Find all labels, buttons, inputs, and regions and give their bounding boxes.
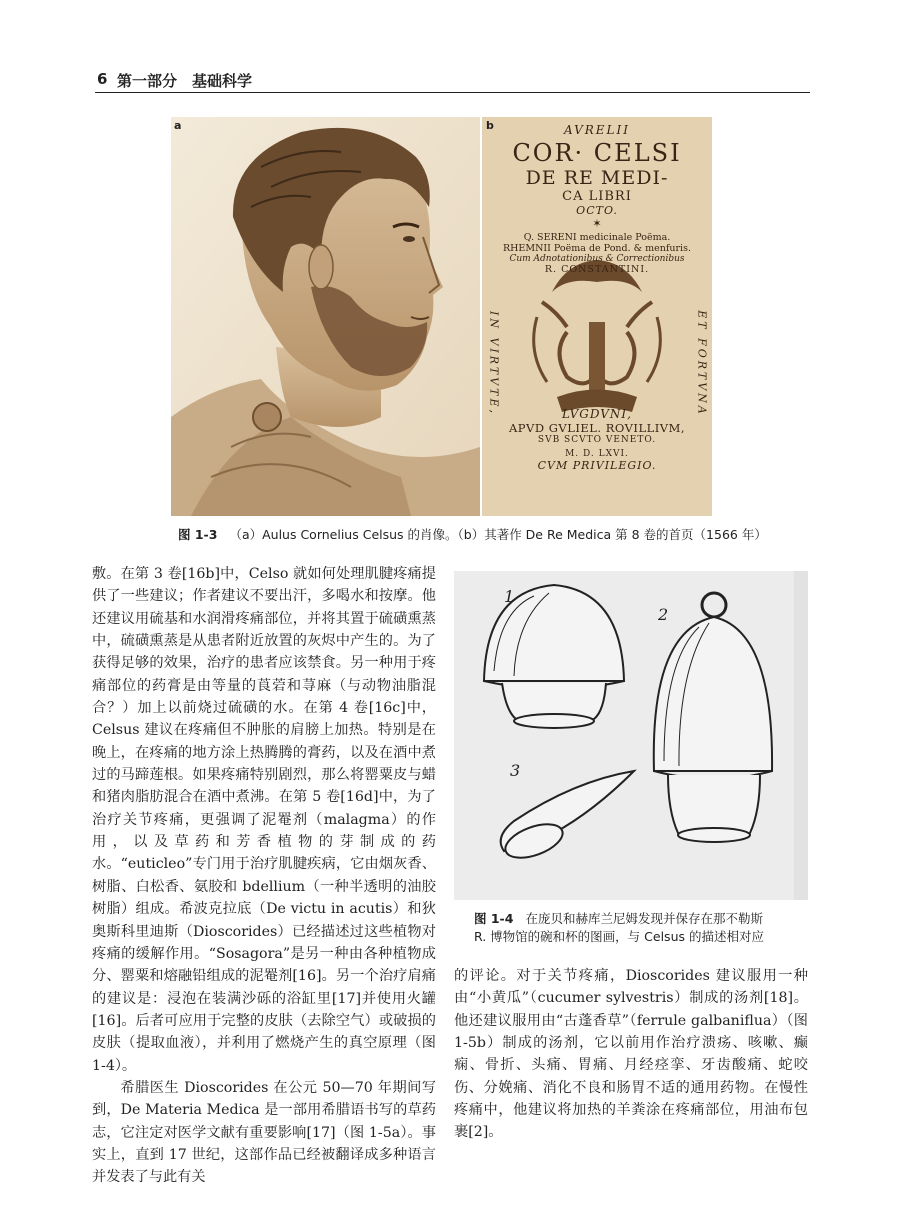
portrait-engraving (171, 117, 480, 516)
figure-1-4-caption-line-2: R. 博物馆的碗和杯的图画，与 Celsus 的描述相对应 (474, 929, 764, 945)
title-line-5: OCTO. (576, 204, 618, 217)
paragraph-3: 的评论。对于关节疼痛，Dioscorides 建议服用一种由“小黄瓜”（cucumer sylvestris）制成的汤剂[18]。他还建议服用由“古蓬香草”（ferrule galbaniflua）（图 1-5b）制成的汤剂，它以前用作治疗溃疡、咳嗽、癫痫、骨折、头痛、胃痛、月经痉挛、牙齿酸痛、蛇咬伤、分娩痛、消化不良和肠胃不适的通用药物。在慢性疼痛中，他建议将加热的羊粪涂在疼痛部位，用油布包裹[2]。 (454, 968, 808, 1141)
figure-1-4-label: 图 1-4 (474, 911, 514, 926)
figure-1-4-caption-line-1: 在庞贝和赫库兰尼姆发现并保存在那不勒斯 (525, 911, 763, 926)
cups-illustration (454, 571, 808, 900)
cup-number-3: 3 (510, 761, 521, 780)
figure-1-4-caption (474, 910, 808, 946)
right-column (454, 965, 808, 1144)
title-line-6: Q. SERENI medicinale Poëma. (523, 232, 671, 243)
cups-drawing (454, 571, 808, 900)
figure-1-3-caption (178, 526, 778, 544)
title-line-9: R. CONSTANTINI. (544, 264, 650, 275)
motto-right: ET FORTVNA (695, 310, 709, 417)
title-line-8: Cum Adnotationibus & Correctionibus (509, 254, 685, 264)
de-re-medica-title-page (482, 117, 712, 516)
figure-1-3-caption-text: （a）Aulus Cornelius Celsus 的肖像。（b）其著作 De Re Medica 第 8 卷的首页（1566 年） (229, 527, 767, 542)
section-title: 第一部分 基础科学 (117, 72, 253, 90)
title-line-11: APVD GVLIEL. ROVILLIVM, (508, 421, 686, 435)
title-page-text: AVRELII COR· CELSI DE RE MEDI- CA LIBRI OCTO. ✶ Q. SERENI medicinale Poëma. RHEMNII Poëma de Pond. & menfuris. Cum Adnotationibus & Correctionibus R. CONSTANTINI. (482, 123, 712, 275)
running-header (95, 68, 810, 93)
title-line-4: CA LIBRI (562, 189, 632, 204)
title-line-7: RHEMNII Poëma de Pond. & menfuris. (502, 243, 691, 254)
figure-1-3-label: 图 1-3 (178, 527, 218, 542)
title-line-13: M. D. LXVI. (565, 449, 629, 459)
title-line-1: AVRELII (564, 123, 630, 137)
title-line-3: DE RE MEDI- (525, 167, 669, 189)
paragraph-2: 希腊医生 Dioscorides 在公元 50—70 年期间写到，De Materia Medica 是一部用希腊语书写的草药志，它注定对医学文献有重要影响[17]（图 1-5a）。事实上，直到 17 世纪，这部作品已经被翻译成多种语言并发表了与此有关 (92, 1079, 436, 1186)
celsus-portrait (171, 117, 480, 516)
title-line-10: LVGDVNI, (562, 407, 632, 421)
title-line-14: CVM PRIVILEGIO. (537, 459, 657, 472)
title-line-2: COR· CELSI (512, 139, 682, 167)
cup-number-2: 2 (658, 605, 669, 624)
title-line-12: SVB SCVTO VENETO. (537, 435, 657, 445)
page-number: 6 (97, 70, 108, 88)
panel-label-b: b (486, 119, 494, 132)
left-column (92, 563, 436, 1189)
panel-label-a: a (174, 119, 182, 132)
motto-left: IN VIRTVTE, (487, 311, 501, 416)
imprint-text (482, 407, 712, 472)
cup-number-1: 1 (504, 587, 515, 606)
paragraph-1: 敷。在第 3 卷[16b]中，Celso 就如何处理肌腱疼痛提供了一些建议；作者建议不要出汗，多喝水和按摩。他还建议用硫基和水润滑疼痛部位，并将其置于硫磺熏蒸中，硫磺熏蒸是从患者附近放置的灰烬中产生的。为了获得足够的效果，治疗的患者应该禁食。另一种用于疼痛部位的药膏是由等量的莨菪和荨麻（与动物油脂混合？）加上以前烧过硫磺的水。在第 4 卷[16c]中，Celsus 建议在疼痛但不肿胀的肩膀上加热。特别是在晚上，在疼痛的地方涂上热腾腾的膏药，以及在酒中煮过的马蹄莲根。如果疼痛特别剧烈，那么将罂粟皮与蜡和猪肉脂肪混合在酒中煮沸。在第 5 卷[16d]中，为了治疗关节疼痛，更强调了泥罨剂（malagma）的作用，以及草药和芳香植物的芽制成的药水。“euticleo”专门用于治疗肌腱疾病，它由烟灰香、树脂、白松香、氨胶和 bdellium（一种半透明的油胶树脂）组成。希波克拉底（De victu in acutis）和狄奥斯科里迪斯（Dioscorides）已经描述过这些植物对疼痛的缓解作用。“Sosagora”是另一种由各种植物成分、罂粟和熔融铅组成的泥罨剂[16]。另一个治疗肩痛的建议是：浸泡在装满沙砾的浴缸里[17]并使用火罐[16]。后者可应用于完整的皮肤（去除空气）或破损的皮肤（提取血液），并利用了燃烧产生的真空原理（图 1-4）。 (92, 566, 436, 1074)
